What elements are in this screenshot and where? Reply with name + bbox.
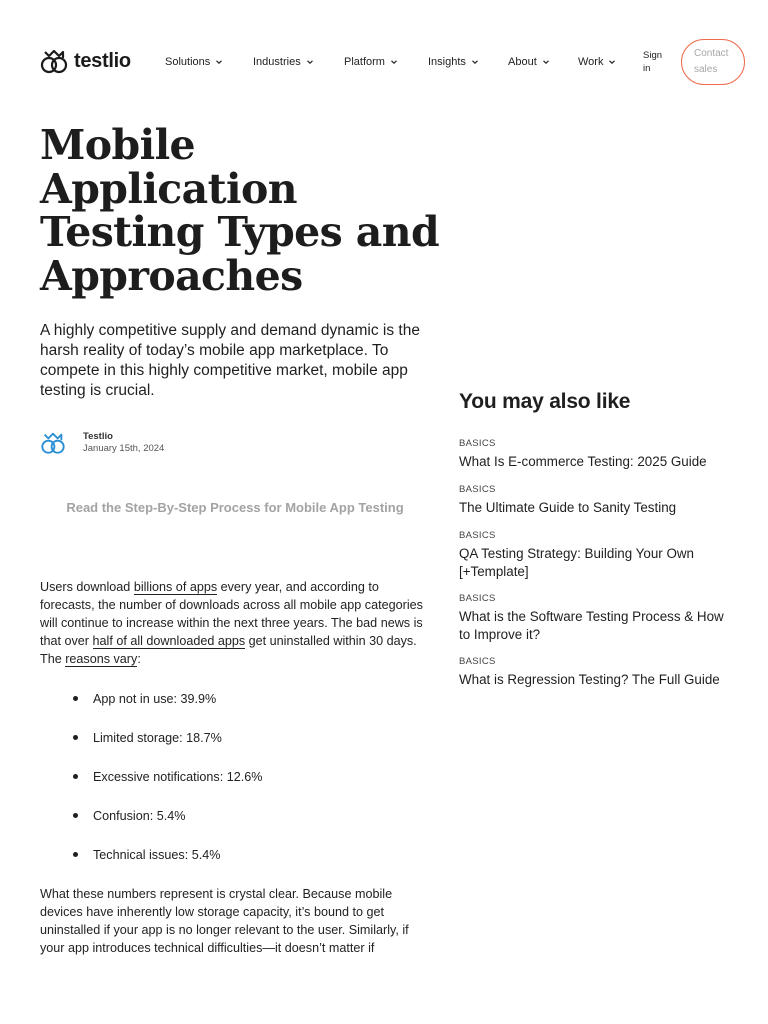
article-paragraph: What these numbers represent is crystal clear. Because mobile devices have inherently low storage capacity, it’s bound to get uninstalled if your app is no longer relevant to the user. Similarly, if your app introduces technical difficulties—it doesn’t matter if [40,887,409,955]
related-articles [459,388,739,687]
related-title[interactable]: What is Regression Testing? The Full Guide [459,672,720,687]
list-item: Confusion: 5.4% [72,807,262,846]
chevron-down-icon [471,58,479,66]
list-item: App not in use: 39.9% [72,690,262,729]
brand-name: testlio [74,50,131,72]
sidebar-heading: You may also like [459,390,631,413]
article-lede: A highly competitive supply and demand dynamic is the harsh reality of today’s mobile app marketplace. To compete in this highly competitive market, mobile app testing is crucial. [40,322,420,399]
related-item[interactable] [459,530,734,581]
testlio-owl-icon [40,46,68,76]
site-header [0,0,768,120]
related-title[interactable]: The Ultimate Guide to Sanity Testing [459,500,677,515]
nav-work[interactable] [578,53,628,71]
category-tag: BASICS [459,530,496,541]
author-block [40,428,164,456]
billions-of-apps-link[interactable]: billions of apps [133,580,218,594]
testlio-owl-icon [40,430,66,456]
related-item[interactable] [459,593,734,644]
article-paragraph [40,578,430,668]
nav-platform[interactable] [344,53,428,71]
nav-solutions[interactable] [165,53,253,71]
category-tag: BASICS [459,484,496,495]
paragraph-text: Users download [40,580,134,594]
chevron-down-icon [542,58,550,66]
paragraph-text: get uninstalled within 30 days. The [40,634,417,666]
related-item[interactable] [459,438,734,471]
main-nav [165,53,628,71]
nav-label: Industries [253,56,301,68]
paragraph-text: every year, and according to forecasts, the number of downloads across all mobile app categories will continue to increase within the next three years. The bad news is that over [40,580,423,648]
step-by-step-cta-link[interactable]: Read the Step-By-Step Process for Mobile App Testing [66,500,404,515]
chevron-down-icon [608,58,616,66]
list-item: Limited storage: 18.7% [72,729,262,768]
nav-insights[interactable] [428,53,508,71]
nav-label: Platform [344,56,385,68]
chevron-down-icon [306,58,314,66]
related-title[interactable]: What Is E-commerce Testing: 2025 Guide [459,454,707,469]
nav-industries[interactable] [253,53,344,71]
nav-label: Work [578,56,604,68]
nav-label: Insights [428,56,466,68]
nav-label: Solutions [165,56,211,68]
half-downloaded-apps-link[interactable]: half of all downloaded apps [92,634,246,648]
testlio-logo[interactable] [40,46,131,76]
category-tag: BASICS [459,656,496,667]
chevron-down-icon [390,58,398,66]
contact-sales-button[interactable]: Contact sales [681,39,745,85]
chevron-down-icon [215,58,223,66]
list-item: Excessive notifications: 12.6% [72,768,262,807]
author-name: Testlio [83,431,113,442]
category-tag: BASICS [459,438,496,449]
related-title[interactable]: QA Testing Strategy: Building Your Own [+Template] [459,546,694,579]
sign-in-link[interactable]: Sign in [643,50,663,74]
reasons-vary-link[interactable]: reasons vary [65,652,138,666]
uninstall-reasons-list [72,690,262,885]
related-item[interactable] [459,656,734,689]
related-title[interactable]: What is the Software Testing Process & How to Improve it? [459,609,724,642]
nav-label: About [508,56,537,68]
category-tag: BASICS [459,593,496,604]
paragraph-text: : [137,652,141,666]
page-title: Mobile Application Testing Types and Approaches [40,121,440,300]
publish-date: January 15th, 2024 [83,443,165,454]
list-item: Technical issues: 5.4% [72,846,262,885]
related-item[interactable] [459,484,734,517]
author-meta [83,428,164,455]
nav-about[interactable] [508,53,578,71]
